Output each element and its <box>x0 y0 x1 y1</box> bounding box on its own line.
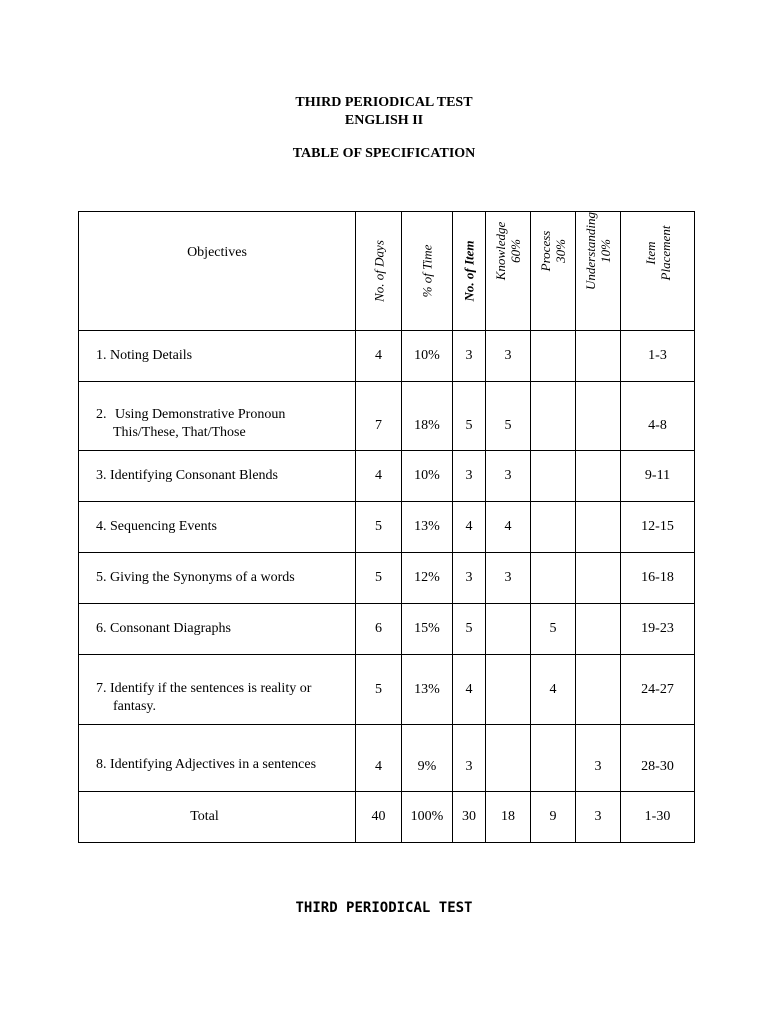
header-placement-label-2: Placement <box>657 225 673 281</box>
total-knowledge: 18 <box>486 792 531 843</box>
objective-text: Sequencing Events <box>110 519 217 534</box>
footer-title: THIRD PERIODICAL TEST <box>295 900 473 916</box>
objective-number: 3. <box>96 468 107 483</box>
objective-number: 8. <box>96 757 107 772</box>
objective-cell <box>79 553 356 604</box>
table-row <box>79 604 695 655</box>
knowledge-cell: 3 <box>486 451 531 502</box>
header-objectives-label: Objectives <box>187 245 247 260</box>
understanding-cell: 3 <box>576 725 621 792</box>
placement-cell: 24-27 <box>621 655 695 725</box>
header-knowledge-percent: 60% <box>508 239 523 263</box>
knowledge-cell <box>486 725 531 792</box>
knowledge-cell <box>486 655 531 725</box>
process-cell <box>531 502 576 553</box>
process-cell <box>531 553 576 604</box>
header-row <box>79 212 695 331</box>
time-cell: 13% <box>402 502 453 553</box>
time-cell: 9% <box>402 725 453 792</box>
process-cell <box>531 725 576 792</box>
objective-number: 2. <box>96 407 107 422</box>
objective-text: Identify if the sentences is reality or <box>110 680 312 696</box>
header-placement <box>621 212 695 331</box>
items-cell: 5 <box>453 382 486 451</box>
process-cell <box>531 382 576 451</box>
objective-text: Noting Details <box>110 348 193 363</box>
items-cell: 4 <box>453 655 486 725</box>
objective-cell <box>79 655 356 725</box>
total-time: 100% <box>402 792 453 843</box>
total-understanding: 3 <box>576 792 621 843</box>
process-cell <box>531 451 576 502</box>
placement-cell: 28-30 <box>621 725 695 792</box>
knowledge-cell: 4 <box>486 502 531 553</box>
table-row <box>79 655 695 725</box>
objective-text-continued: fantasy. <box>113 698 157 714</box>
header-process-percent: 30% <box>553 239 568 263</box>
process-cell: 5 <box>531 604 576 655</box>
placement-cell: 12-15 <box>621 502 695 553</box>
header-items <box>453 212 486 331</box>
items-cell: 3 <box>453 451 486 502</box>
time-cell: 15% <box>402 604 453 655</box>
days-cell: 7 <box>356 382 402 451</box>
subject-title: ENGLISH II <box>344 113 424 128</box>
header-understanding-percent: 10% <box>598 239 613 263</box>
objective-cell <box>79 502 356 553</box>
objective-number: 5. <box>96 570 107 585</box>
days-cell: 5 <box>356 655 402 725</box>
items-cell: 5 <box>453 604 486 655</box>
total-label: Total <box>79 792 356 843</box>
header-time-label: % of Time <box>419 244 435 298</box>
header-knowledge-label: Knowledge <box>493 221 508 281</box>
header-objectives <box>79 212 356 331</box>
header-understanding-label: Understanding <box>583 212 598 290</box>
objective-text: Giving the Synonyms of a words <box>110 570 295 585</box>
knowledge-cell <box>486 604 531 655</box>
objective-text-continued: This/These, That/Those <box>113 425 246 440</box>
objective-cell <box>79 604 356 655</box>
header-process <box>531 212 576 331</box>
knowledge-cell: 5 <box>486 382 531 451</box>
placement-cell: 9-11 <box>621 451 695 502</box>
header-placement-label-1: Item <box>642 241 658 265</box>
document-title: THIRD PERIODICAL TEST <box>295 95 473 110</box>
days-cell: 4 <box>356 331 402 382</box>
objective-number: 7. <box>96 680 107 696</box>
understanding-cell <box>576 604 621 655</box>
objective-number: 1. <box>96 348 107 363</box>
specification-table <box>78 211 695 843</box>
placement-cell: 16-18 <box>621 553 695 604</box>
total-placement: 1-30 <box>621 792 695 843</box>
placement-cell: 1-3 <box>621 331 695 382</box>
understanding-cell <box>576 451 621 502</box>
header-process-label: Process <box>538 230 553 272</box>
total-days: 40 <box>356 792 402 843</box>
time-cell: 12% <box>402 553 453 604</box>
header-knowledge <box>486 212 531 331</box>
header-days-label: No. of Days <box>371 240 386 302</box>
time-cell: 10% <box>402 331 453 382</box>
objective-text: Consonant Diagraphs <box>110 621 231 636</box>
total-row <box>79 792 695 843</box>
objective-cell <box>79 382 356 451</box>
time-cell: 10% <box>402 451 453 502</box>
time-cell: 13% <box>402 655 453 725</box>
header-understanding <box>576 212 621 331</box>
items-cell: 4 <box>453 502 486 553</box>
table-row <box>79 502 695 553</box>
table-row <box>79 331 695 382</box>
total-items: 30 <box>453 792 486 843</box>
objective-cell <box>79 725 356 792</box>
items-cell: 3 <box>453 725 486 792</box>
process-cell <box>531 331 576 382</box>
understanding-cell <box>576 553 621 604</box>
objective-cell <box>79 331 356 382</box>
knowledge-cell: 3 <box>486 331 531 382</box>
placement-cell: 4-8 <box>621 382 695 451</box>
understanding-cell <box>576 331 621 382</box>
objective-number: 4. <box>96 519 107 534</box>
days-cell: 5 <box>356 553 402 604</box>
objective-text: Identifying Adjectives in a sentences <box>110 757 317 772</box>
objective-number: 6. <box>96 621 107 636</box>
understanding-cell <box>576 655 621 725</box>
process-cell: 4 <box>531 655 576 725</box>
items-cell: 3 <box>453 331 486 382</box>
days-cell: 6 <box>356 604 402 655</box>
days-cell: 4 <box>356 725 402 792</box>
table-of-specification-title: TABLE OF SPECIFICATION <box>292 146 476 161</box>
objective-text: Using Demonstrative Pronoun <box>115 407 286 422</box>
table-row <box>79 382 695 451</box>
table-row <box>79 725 695 792</box>
table-row <box>79 553 695 604</box>
header-time <box>402 212 453 331</box>
knowledge-cell: 3 <box>486 553 531 604</box>
header-items-label: No. of Item <box>461 240 477 302</box>
placement-cell: 19-23 <box>621 604 695 655</box>
total-process: 9 <box>531 792 576 843</box>
header-days <box>356 212 402 331</box>
objective-text: Identifying Consonant Blends <box>110 468 278 483</box>
time-cell: 18% <box>402 382 453 451</box>
understanding-cell <box>576 382 621 451</box>
items-cell: 3 <box>453 553 486 604</box>
objective-cell <box>79 451 356 502</box>
days-cell: 5 <box>356 502 402 553</box>
table-row <box>79 451 695 502</box>
days-cell: 4 <box>356 451 402 502</box>
understanding-cell <box>576 502 621 553</box>
